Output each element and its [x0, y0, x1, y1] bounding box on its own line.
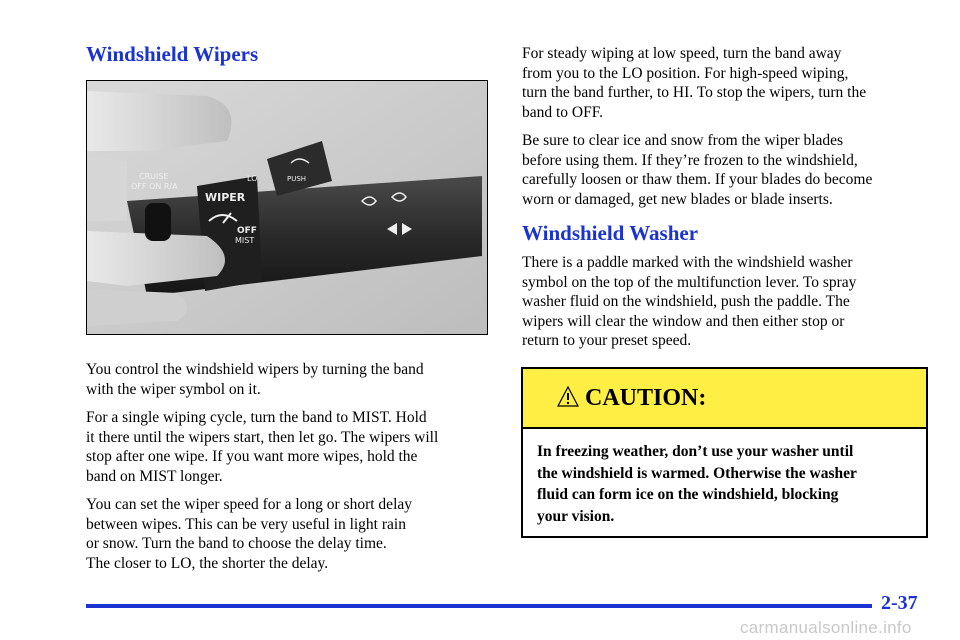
right-column-text-bottom — [522, 253, 932, 360]
paragraph: There is a paddle marked with the windshield washer symbol on the top of the multifunction lever. To spray washer fluid on the windshield, push the paddle. The wipers will clear the window and then either stop or return to your preset speed. — [522, 254, 857, 349]
paragraph: You can set the wiper speed for a long or short delay between wipes. This can be very useful in light rain or snow. Turn the band to choose the delay time. The closer to LO, the shorter the delay. — [86, 496, 412, 572]
mist-label: MIST — [235, 236, 255, 245]
caution-title: CAUTION: — [585, 385, 707, 411]
cruise-label: CRUISE — [139, 172, 169, 181]
left-column-text — [86, 360, 496, 582]
section-title-windshield-washer: Windshield Washer — [522, 221, 699, 245]
cruise-positions-label: OFF ON R/A — [131, 182, 178, 191]
wiper-lever-photo — [86, 80, 488, 335]
paragraph: You control the windshield wipers by turning the band with the wiper symbol on it. — [86, 361, 424, 398]
warning-triangle-icon — [557, 386, 579, 408]
push-label: PUSH — [287, 175, 307, 183]
right-column-text-top — [522, 44, 932, 218]
paragraph: For steady wiping at low speed, turn the band away from you to the LO position. For high-speed wiping, turn the band further, to HI. To stop the wipers, turn the band to OFF. — [522, 45, 867, 121]
wiper-label: WIPER — [205, 191, 246, 204]
caution-header — [523, 369, 926, 429]
watermark: carmanualsonline.info — [740, 618, 912, 637]
lo-label: LO — [247, 174, 258, 183]
section-title-windshield-wipers: Windshield Wipers — [86, 42, 259, 66]
footer-rule — [86, 604, 872, 608]
caution-text: In freezing weather, don’t use your washer until the windshield is warmed. Otherwise the washer fluid can form ice on the windshield, blocking your vision. — [537, 443, 857, 525]
caution-box — [521, 367, 928, 538]
off-label: OFF — [237, 226, 257, 236]
wiper-lever-illustration — [87, 81, 488, 335]
paragraph: Be sure to clear ice and snow from the wiper blades before using them. If they’re frozen to the windshield, carefully loosen or thaw them. If your blades do become worn or damaged, get new blades or blade inserts. — [522, 132, 873, 208]
page-number: 2-37 — [881, 592, 918, 614]
paragraph: For a single wiping cycle, turn the band to MIST. Hold it there until the wipers start, then let go. The wipers will stop after one wipe. If you want more wipes, hold the band on MIST longer. — [86, 409, 439, 485]
